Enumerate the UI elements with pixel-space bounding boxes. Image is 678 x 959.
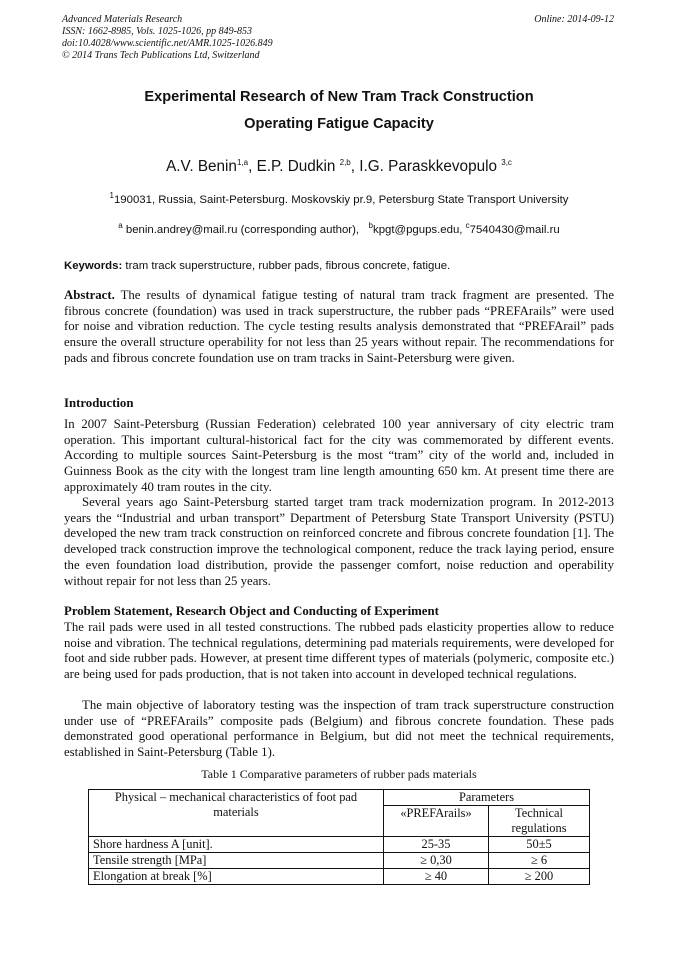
abstract: [64, 288, 614, 367]
table-header-row: [89, 790, 590, 806]
intro-paragraph-2: Several years ago Saint-Petersburg started target tram track modernization program. In 2012-2013 years the “Industrial and urban transport” Department of Petersburg State Transport University (PSTU) developed the new tram track construction on reinforced concrete and fibrous concrete foundation [1]. The developed track construction improve the technological component, reduce the track laying period, ensure the even foundation load distribution, provide the passenger comfort, noise reduction and operability without repair for not less than 25 years.: [64, 495, 614, 588]
table-row: [89, 853, 590, 869]
online-date: Online: 2014-09-12: [534, 14, 614, 25]
copyright: © 2014 Trans Tech Publications Ltd, Switzerland: [62, 50, 260, 61]
author-sup: 3,c: [501, 157, 512, 167]
table-row: [89, 837, 590, 853]
email-sup: b: [368, 221, 373, 231]
section-heading-problem: Problem Statement, Research Object and Conducting of Experiment: [64, 604, 439, 618]
abstract-text: The results of dynamical fatigue testing of natural tram track fragment are presented. The fibrous concrete (foundation) was used in track superstructure, the rubber pads “PREFArails” were used for noise and vibration reduction. The cycle testing results analysis demonstrated that “PREFArail” pads ensure the overall structure operability for not less than 25 years without repair. The recommendations for pads and fibrous concrete foundation use on tram tracks in Saint-Petersburg were given.: [64, 288, 615, 365]
table-cell-regulation: 50±5: [489, 837, 590, 853]
email-line: [0, 221, 678, 236]
table-params-header: Parameters: [384, 790, 590, 806]
keywords-label: Keywords:: [64, 260, 123, 272]
problem-paragraph-1: The rail pads were used in all tested constructions. The rubbed pads elasticity properties allow to reduce noise and vibration. The technical regulations, determining pad materials requirements, were developed for foot and side rubber pads. However, at present time different types of materials (polymeric, composite etc.) are being used for pads production, that is not taken into account in developed technical regulations.: [64, 620, 614, 682]
keywords: [64, 260, 450, 272]
table-cell-name: Tensile strength [MPa]: [89, 853, 384, 869]
affiliation-sup: 1: [109, 191, 114, 201]
table-cell-name: Shore hardness A [unit].: [89, 837, 384, 853]
paper-title-line1: Experimental Research of New Tram Track Construction: [144, 89, 534, 105]
author-name: E.P. Dudkin: [256, 158, 336, 175]
email-c[interactable]: 7540430@mail.ru: [469, 224, 560, 236]
table-subheader-prefa: «PREFArails»: [384, 806, 489, 837]
author-name: I.G. Paraskkevopulo: [359, 158, 497, 175]
table-row: [89, 869, 590, 885]
problem-paragraph-2: The main objective of laboratory testing was the inspection of tram track superstructure construction under use of “PREFArails” composite pads (Belgium) and fibrous concrete foundation. These pads demonstrated good operational performance in Belgium, but did not meet the technical requirements, established in Saint-Petersburg (Table 1).: [64, 698, 614, 760]
table-cell-prefa: ≥ 0,30: [384, 853, 489, 869]
table-cell-name: Elongation at break [%]: [89, 869, 384, 885]
table-cell-prefa: ≥ 40: [384, 869, 489, 885]
email-b[interactable]: kpgt@pgups.edu,: [373, 224, 463, 236]
email-sup: a: [118, 221, 123, 231]
table-col-header: Physical – mechanical characteristics of foot pad materials: [89, 790, 384, 837]
author-name: A.V. Benin: [166, 158, 237, 175]
table-cell-regulation: ≥ 6: [489, 853, 590, 869]
section-heading-introduction: Introduction: [64, 396, 134, 410]
table-caption: Table 1 Comparative parameters of rubber pads materials: [201, 767, 477, 781]
journal-name: Advanced Materials Research: [62, 14, 183, 25]
abstract-label: Abstract.: [64, 288, 115, 302]
params-table: [88, 789, 590, 885]
doi-link[interactable]: doi:10.4028/www.scientific.net/AMR.1025-1026.849: [62, 38, 273, 49]
table-cell-prefa: 25-35: [384, 837, 489, 853]
journal-header: [62, 14, 273, 62]
author-sup: 1,a: [236, 157, 249, 167]
author-list: A.V. Benin$^{1,a}$, E.P. Dudkin $^{2,b}$, I.G. Paraskkevopulo $^{3,c}$: [166, 157, 512, 175]
table-cell-regulation: ≥ 200: [489, 869, 590, 885]
author-sup: 2,b: [339, 157, 351, 167]
issn: ISSN: 1662-8985, Vols. 1025-1026, pp 849-853: [62, 26, 252, 37]
intro-paragraph-1: In 2007 Saint-Petersburg (Russian Federation) celebrated 100 year anniversary of city electric tram operation. This important cultural-historical fact for the city was commemorated by different events. According to multiple sources Saint-Petersburg is the most “tram” city of the world and, included in Guinness Book as the city with the longest tram line length amounting 650 km. At present time there are approximately 40 tram routes in the city.: [64, 417, 614, 494]
email-sup: c: [465, 221, 470, 231]
table-subheader-regulations: Technical regulations: [489, 806, 590, 837]
email-a[interactable]: benin.andrey@mail.ru (corresponding author),: [125, 224, 360, 236]
affiliation: [0, 191, 678, 206]
paper-title-line2: Operating Fatigue Capacity: [244, 116, 434, 132]
keywords-text: tram track superstructure, rubber pads, fibrous concrete, fatigue.: [125, 260, 451, 272]
affiliation-text: 190031, Russia, Saint-Petersburg. Moskovskiy pr.9, Petersburg State Transport University: [113, 194, 569, 206]
